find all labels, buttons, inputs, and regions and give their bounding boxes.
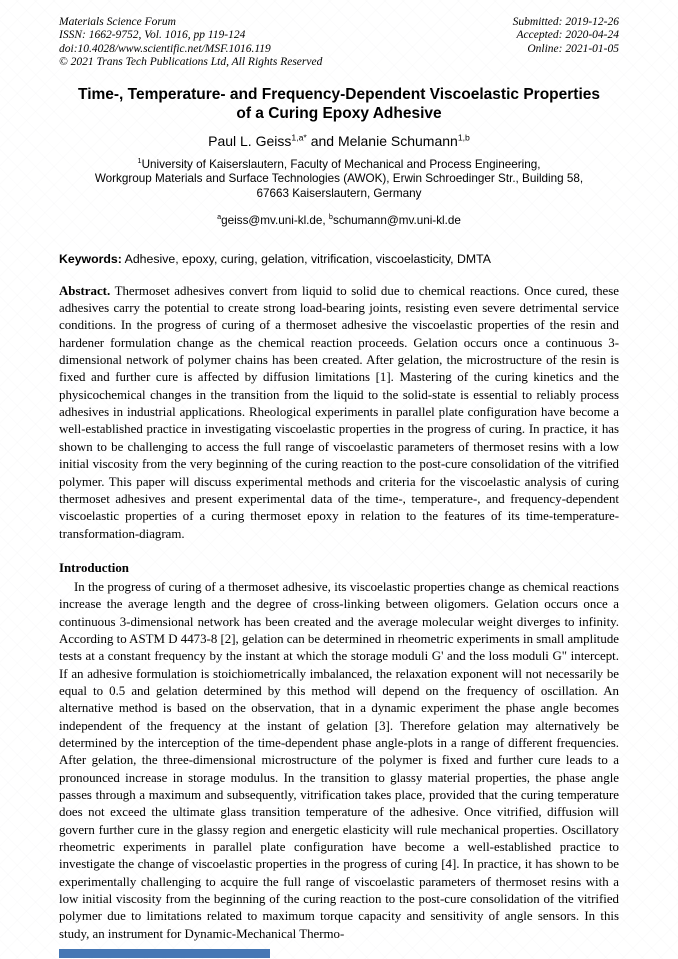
email-b-superscript: b [328, 211, 333, 221]
affiliation-superscript: 1 [137, 155, 142, 165]
journal-issn-line: ISSN: 1662-9752, Vol. 1016, pp 119-124 [59, 29, 246, 42]
journal-header [59, 16, 619, 70]
author-2-superscript: 1,b [457, 131, 470, 142]
email-a: geiss@mv.uni-kl.de, [221, 213, 329, 227]
abstract-paragraph [59, 283, 619, 543]
affiliation-line-3: 67663 Kaiserslautern, Germany [256, 187, 422, 201]
author-2-name: Melanie Schumann [337, 132, 458, 149]
author-1-superscript: 1,a* [291, 131, 307, 142]
paper-title-line-1: Time-, Temperature- and Frequency-Dependent Viscoelastic Properties [78, 85, 600, 103]
affiliation-line-2: Workgroup Materials and Surface Technologies (AWOK), Erwin Schroedinger Str., Building 58, [94, 172, 584, 186]
submitted-date: Submitted: 2019-12-26 [512, 16, 619, 28]
introduction-heading: Introduction [59, 560, 129, 575]
journal-info [59, 16, 322, 70]
introduction-paragraph: In the progress of curing of a thermoset adhesive, its viscoelastic properties change as chemical reactions increase the average length and the degree of cross-linking between oligomers. Gelation occurs once a continuous 3-dimensional network has been created and the average molecular weight diverges to infinity. According to ASTM D 4473-8 [2], gelation can be determined in rheometric experiments in small amplitude tests at a constant frequency by the instant at which the storage moduli G' and the loss moduli G" intercept. If an adhesive formulation is stoichiometrically imbalanced, the relaxation exponent will not necessarily be equal to 0.5 and gelation determined by this method will depend on the frequency of oscillation. An alternative method is based on the observation, that in a dynamic experiment the phase angle becomes independent of the frequency at the instant of gelation [3]. Therefore gelation may alternatively be determined by the interception of the time-dependent phase angle-plots in a range of different frequencies. After gelation, the three-dimensional microstructure of the polymer is fixed and further cure leads to a pronounced increase in storage modulus. In the transition to glassy material properties, the phase angle passes through a maximum and subsequently, vitrification takes place, provided that the curing temperature does not exceed the ultimate glass transition temperature of the adhesive. Once vitrified, diffusion will govern further cure in the glassy region and energetic elasticity will rule mechanical properties. Oscillatory rheometric experiments in parallel plate configuration have become a well-established practice to investigate the change of viscoelastic properties in the progress of curing [4]. In practice, it has shown to be experimentally challenging to acquire the full range of viscoelastic parameters of thermoset resins with a low initial viscosity from the beginning of the curing reaction to the post-cure consolidation of the vitrified polymer due to limitations related to maximum torque capacity and sensitivity of angle sensors. In this study, an instrument for Dynamic-Mechanical Thermo- [59, 579, 619, 941]
email-b: schumann@mv.uni-kl.de [332, 213, 461, 227]
journal-name: Materials Science Forum [59, 16, 176, 28]
contact-emails-line [59, 211, 619, 227]
keywords-label: Keywords: [59, 251, 122, 266]
accepted-date: Accepted: 2020-04-24 [516, 29, 619, 42]
affiliation-line-1 [59, 155, 619, 173]
online-date: Online: 2021-01-05 [527, 42, 619, 55]
authors-line [59, 133, 619, 149]
affiliation-line-1-text: University of Kaiserslautern, Faculty of Mechanical and Process Engineering, [141, 157, 541, 171]
abstract-text: Thermoset adhesives convert from liquid to solid due to chemical reactions. Once cured, these adhesives carry the potential to create strong load-bearing joints, resisting even severe detrimental service conditions. In the progress of curing of a thermoset adhesive the viscoelastic properties of the resin and hardener formulation change as the chemical reaction proceeds. Gelation occurs once a continuous 3-dimensional network of polymer chains has been created. After gelation, the microstructure of the resin is fixed and further cure is affected by diffusion limitations [1]. Mastering of the curing kinetics and the physicochemical changes in the transition from the liquid to the solid-state is essential to reliably process adhesives in industrial applications. Rheological experiments in parallel plate configuration have become a well-established practice in investigating viscoelastic properties in the progress of curing. In practice, it has shown to be challenging to access the full range of viscoelastic parameters of thermoset resins with a low initial viscosity from the very beginning of the curing reaction to the post-cure consolidation of the vitrified polymer. This paper will discuss experimental methods and criteria for the viscoelastic analysis of curing thermoset adhesives and present experimental data of the time-, temperature-, and frequency-dependent viscoelastic properties of a curing thermoset epoxy in relation to the features of its time-temperature-transformation-diagram. [59, 283, 619, 541]
footer-highlight-bar [59, 949, 270, 958]
authors-joiner: and [306, 132, 338, 149]
author-1-name: Paul L. Geiss [208, 132, 292, 149]
abstract-label: Abstract. [59, 283, 111, 298]
journal-copyright-line: © 2021 Trans Tech Publications Ltd, All Rights Reserved [59, 56, 323, 69]
affiliation-block [59, 155, 619, 202]
paper-title [59, 85, 619, 124]
email-a-superscript: a [217, 211, 222, 221]
submission-dates [513, 16, 619, 56]
journal-doi-line: doi:10.4028/www.scientific.net/MSF.1016.119 [59, 42, 271, 55]
keywords-line [59, 252, 619, 266]
keywords-text: Adhesive, epoxy, curing, gelation, vitrification, viscoelasticity, DMTA [124, 251, 491, 266]
paper-title-line-2: of a Curing Epoxy Adhesive [236, 105, 442, 123]
